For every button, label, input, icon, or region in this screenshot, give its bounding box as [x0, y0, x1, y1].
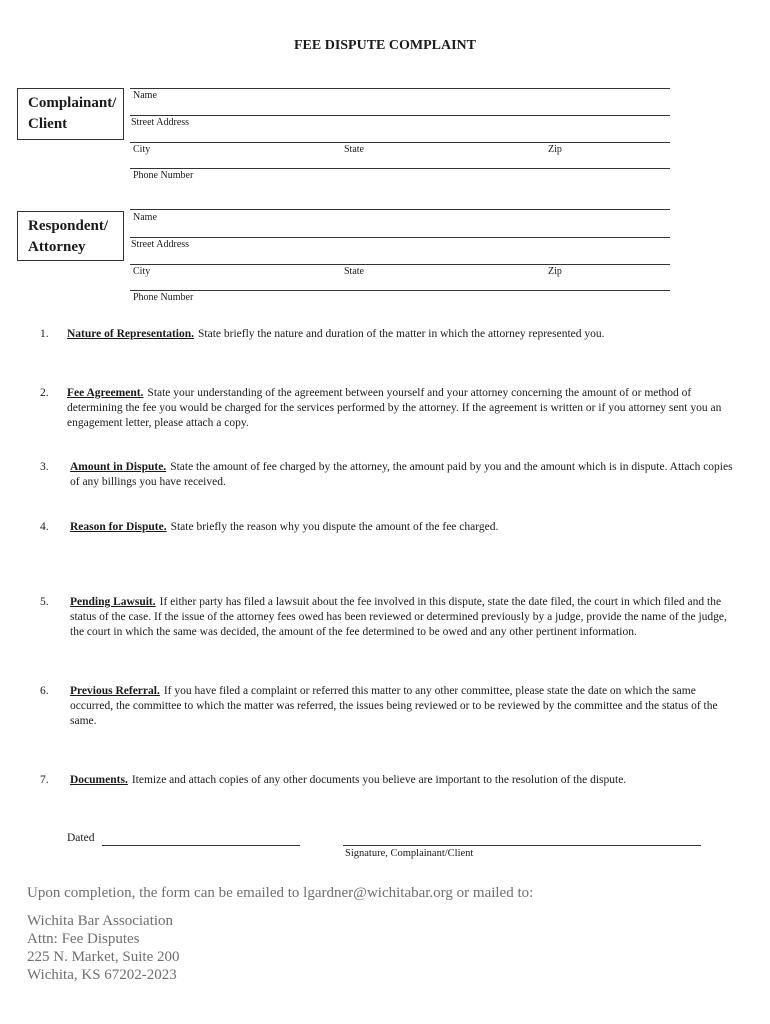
- address-line: Wichita Bar Association: [27, 913, 174, 929]
- item-number: 3.: [40, 461, 49, 473]
- respondent-phone-field-above[interactable]: [130, 209, 670, 210]
- item-documents: [40, 773, 740, 788]
- respondent-state-label: State: [344, 266, 364, 277]
- complainant-name-label: Name: [133, 90, 157, 101]
- respondent-street-field[interactable]: [130, 264, 670, 265]
- complainant-zip-label: Zip: [548, 144, 562, 155]
- respondent-street-label: Street Address: [131, 239, 190, 250]
- complainant-heading-box: [17, 88, 124, 140]
- respondent-heading-line2: Attorney: [28, 239, 86, 255]
- respondent-zip-label: Zip: [548, 266, 562, 277]
- complainant-top-rule: [130, 88, 670, 89]
- item-number: 4.: [40, 521, 49, 533]
- complainant-state-label: State: [344, 144, 364, 155]
- item-heading: Pending Lawsuit.: [70, 596, 156, 608]
- item-heading: Nature of Representation.: [67, 328, 195, 340]
- respondent-heading-box: [17, 211, 124, 261]
- item-reason-for-dispute: [40, 520, 740, 535]
- complainant-heading-line1: Complainant/: [28, 95, 117, 111]
- item-text: State the amount of fee charged by the attorney, the amount paid by you and the amount which is in dispute. Attach copies of any billings you have received.: [70, 461, 733, 488]
- complainant-city-label: City: [133, 144, 151, 155]
- item-heading: Amount in Dispute.: [70, 461, 167, 473]
- item-text: State briefly the nature and duration of the matter in which the attorney represented you.: [198, 328, 605, 340]
- mailing-address: [27, 912, 179, 984]
- complainant-name-field[interactable]: [130, 115, 670, 116]
- dated-label: Dated: [67, 832, 95, 844]
- item-text: If either party has filed a lawsuit about the fee involved in this dispute, state the date filed, the court in which filed and the status of the case. If the issue of the attorney fees owed has been reviewed or determined previously by a judge, provide the name of the judge, the court in which the same was decided, the amount of the fee determined to be owed and any other pertinent information.: [70, 596, 727, 638]
- respondent-city-state-zip-field[interactable]: [130, 290, 670, 291]
- item-heading: Reason for Dispute.: [70, 521, 167, 533]
- item-heading: Previous Referral.: [70, 685, 160, 697]
- item-heading: Fee Agreement.: [67, 387, 144, 399]
- dated-field[interactable]: [102, 845, 300, 846]
- respondent-heading-line1: Respondent/: [28, 218, 109, 234]
- complainant-street-label: Street Address: [131, 117, 190, 128]
- complainant-street-field[interactable]: [130, 142, 670, 143]
- complainant-city-state-zip-field[interactable]: [130, 168, 670, 169]
- item-number: 2.: [40, 387, 49, 399]
- item-heading: Documents.: [70, 774, 128, 786]
- address-line: Attn: Fee Disputes: [27, 931, 140, 947]
- item-text: State briefly the reason why you dispute the amount of the fee charged.: [170, 521, 499, 533]
- respondent-name-field[interactable]: [130, 237, 670, 238]
- submission-note: Upon completion, the form can be emailed to lgardner@wichitabar.org or mailed to:: [27, 885, 534, 901]
- item-fee-agreement: [40, 386, 740, 431]
- respondent-city-label: City: [133, 266, 151, 277]
- signature-label: Signature, Complainant/Client: [345, 848, 474, 859]
- item-number: 5.: [40, 596, 49, 608]
- respondent-name-label: Name: [133, 212, 157, 223]
- signature-field[interactable]: [343, 845, 701, 846]
- item-text: If you have filed a complaint or referred this matter to any other committee, please state the date on which the same occurred, the committee to which the matter was referred, the issues being reviewed or to be reviewed by the committee and the status of the same.: [70, 685, 718, 727]
- item-pending-lawsuit: [40, 595, 740, 640]
- item-number: 1.: [40, 328, 49, 340]
- item-previous-referral: [40, 684, 740, 729]
- item-nature-of-representation: [40, 327, 740, 342]
- item-number: 7.: [40, 774, 49, 786]
- respondent-phone-label: Phone Number: [133, 292, 194, 303]
- item-amount-in-dispute: [40, 460, 740, 490]
- item-number: 6.: [40, 685, 49, 697]
- complainant-phone-label: Phone Number: [133, 170, 194, 181]
- address-line: 225 N. Market, Suite 200: [27, 949, 180, 965]
- address-line: Wichita, KS 67202-2023: [27, 967, 177, 983]
- item-text: State your understanding of the agreement between yourself and your attorney concerning the amount of or method of determining the fee you would be charged for the services performed by the attorney. If the agreement is written or if you attorney sent you an engagement letter, please attach a copy.: [67, 387, 722, 429]
- item-text: Itemize and attach copies of any other documents you believe are important to the resolution of the dispute.: [131, 774, 627, 786]
- form-title: FEE DISPUTE COMPLAINT: [293, 38, 477, 53]
- complainant-heading-line2: Client: [28, 116, 68, 132]
